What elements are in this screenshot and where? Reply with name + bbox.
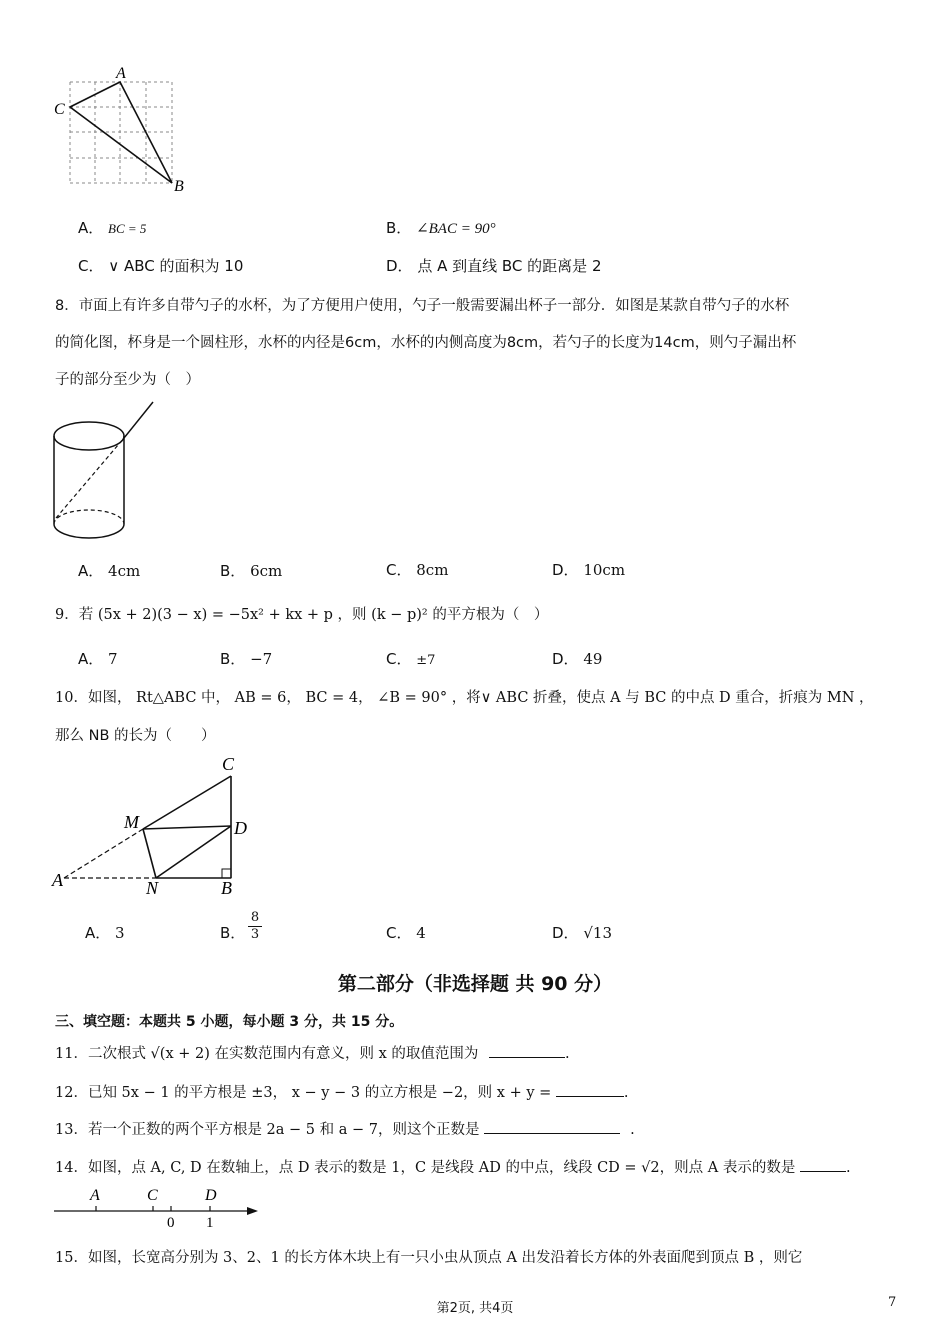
q9-option-c-text: ±7 xyxy=(416,653,436,668)
q7-label-c: C xyxy=(54,101,65,118)
q11-text: 11．二次根式 √(x + 2) 在实数范围内有意义，则 x 的取值范围为 xyxy=(55,1046,479,1062)
q13-text: 13．若一个正数的两个平方根是 2a − 5 和 a − 7，则这个正数是 xyxy=(55,1122,480,1138)
q12-text: 12．已知 5x − 1 的平方根是 ±3， x − y − 3 的立方根是 −2，则 x + y = xyxy=(55,1085,552,1101)
q7-option-c-letter: C． xyxy=(78,257,104,275)
q10-option-a-letter: A． xyxy=(85,924,111,942)
q10-label-b: B xyxy=(221,878,232,898)
q11-row: 11．二次根式 √(x + 2) 在实数范围内有意义，则 x 的取值范围为 . xyxy=(55,1042,570,1063)
q10-label-c: C xyxy=(222,754,235,774)
q8-option-b-text: 6cm xyxy=(250,562,283,580)
q10-option-c-letter: C． xyxy=(386,924,412,942)
q10-triangle-figure xyxy=(50,752,270,902)
q8-option-b xyxy=(220,560,282,581)
q7-option-b-letter: B． xyxy=(386,219,412,237)
q8-option-c-text: 8cm xyxy=(416,561,449,579)
q10-option-b-fraction xyxy=(248,910,262,943)
q12-answer-blank[interactable] xyxy=(556,1082,624,1097)
q8-option-d-text: 10cm xyxy=(583,561,626,579)
q10-option-b xyxy=(220,922,245,943)
q7-label-b: B xyxy=(174,178,184,195)
q10-option-b-numerator: 8 xyxy=(250,910,260,925)
q10-option-c xyxy=(386,922,426,943)
q7-option-d xyxy=(386,255,602,276)
q8-stem-line3: 子的部分至少为（ ） xyxy=(55,372,200,388)
q9-option-b-letter: B． xyxy=(220,650,246,668)
q10-stem-line1: 10．如图， Rt△ABC 中， AB = 6， BC = 4， ∠B = 90° ，将∨ ABC 折叠，使点 A 与 BC 的中点 D 重合，折痕为 MN ， xyxy=(55,690,874,706)
q10-option-d xyxy=(552,922,612,943)
q14-label-a: A xyxy=(90,1187,100,1204)
q10-label-n: N xyxy=(146,878,159,898)
q8-option-a xyxy=(78,560,140,581)
q8-option-a-text: 4cm xyxy=(108,562,141,580)
q7-option-c-text: ∨ ABC 的面积为 10 xyxy=(108,257,244,275)
q9-option-a xyxy=(78,648,118,669)
q9-stem: 9．若 (5x + 2)(3 − x) = −5x² + kx + p ，则 (k − p)² 的平方根为（ ） xyxy=(55,607,549,623)
q7-option-b-text: ∠BAC = 90° xyxy=(416,221,496,237)
q9-option-d-text: 49 xyxy=(583,650,603,668)
q10-label-a: A xyxy=(52,870,63,890)
q10-option-a xyxy=(85,922,125,943)
q10-option-b-letter: B． xyxy=(220,924,246,942)
part2-title: 第二部分（非选择题 共 90 分） xyxy=(337,973,613,995)
q14-label-one: 1 xyxy=(206,1215,214,1231)
q10-label-m: M xyxy=(124,812,139,832)
q13-answer-blank[interactable] xyxy=(484,1119,620,1134)
footer-page-number: 第2页, 共4页 xyxy=(436,1301,514,1316)
q7-label-a: A xyxy=(116,65,126,82)
q7-option-d-letter: D． xyxy=(386,257,413,275)
q8-option-c xyxy=(386,559,448,580)
q10-option-d-letter: D． xyxy=(552,924,579,942)
q14-label-c: C xyxy=(147,1187,158,1204)
q12-row: 12．已知 5x − 1 的平方根是 ±3， x − y − 3 的立方根是 −2，则 x + y = . xyxy=(55,1081,629,1102)
q10-option-b-denominator: 3 xyxy=(248,926,262,943)
q9-option-c xyxy=(386,648,435,669)
q7-option-a-letter: A． xyxy=(78,219,104,237)
q10-option-a-text: 3 xyxy=(115,924,125,942)
q10-label-d: D xyxy=(234,818,247,838)
q10-option-d-text: √13 xyxy=(583,924,612,942)
q15-text: 15．如图，长宽高分别为 3、2、1 的长方体木块上有一只小虫从顶点 A 出发沿着长方体的外表面爬到顶点 B ，则它 xyxy=(55,1250,803,1266)
q8-option-b-letter: B． xyxy=(220,562,246,580)
q9-option-d-letter: D． xyxy=(552,650,579,668)
q9-option-a-text: 7 xyxy=(108,650,118,668)
q8-stem-line1: 8．市面上有许多自带勺子的水杯，为了方便用户使用，勺子一般需要漏出杯子一部分．如图是某款自带勺子的水杯 xyxy=(55,298,790,314)
q7-option-c xyxy=(78,255,243,276)
q7-grid-figure xyxy=(50,60,200,200)
q9-option-a-letter: A． xyxy=(78,650,104,668)
q8-option-d-letter: D． xyxy=(552,561,579,579)
q9-option-c-letter: C． xyxy=(386,650,412,668)
q14-row: 14．如图，点 A, C, D 在数轴上，点 D 表示的数是 1，C 是线段 AD 的中点，线段 CD = √2，则点 A 表示的数是 . xyxy=(55,1156,851,1177)
q14-answer-blank[interactable] xyxy=(800,1157,846,1172)
q8-cup-figure xyxy=(50,398,170,548)
q8-stem-line2: 的简化图，杯身是一个圆柱形，水杯的内径是6cm，水杯的内侧高度为8cm，若勺子的长度为14cm，则勺子漏出杯 xyxy=(55,335,797,351)
q7-option-d-text: 点 A 到直线 BC 的距离是 2 xyxy=(417,257,602,275)
q13-row: 13．若一个正数的两个平方根是 2a − 5 和 a − 7，则这个正数是 . xyxy=(55,1118,635,1139)
q7-option-a-text: BC = 5 xyxy=(108,221,147,236)
footer-corner-number: 7 xyxy=(888,1295,897,1310)
q8-option-d xyxy=(552,559,625,580)
q7-option-a xyxy=(78,217,146,238)
q10-option-c-text: 4 xyxy=(416,924,426,942)
q8-option-a-letter: A． xyxy=(78,562,104,580)
q9-option-d xyxy=(552,648,602,669)
part2-section-header: 三、填空题：本题共 5 小题，每小题 3 分，共 15 分。 xyxy=(55,1014,404,1030)
q14-number-line xyxy=(50,1182,265,1232)
q8-option-c-letter: C． xyxy=(386,561,412,579)
q9-option-b-text: −7 xyxy=(250,650,273,668)
q10-stem-line2: 那么 NB 的长为（ ） xyxy=(55,728,216,744)
q7-option-b xyxy=(386,217,496,238)
q14-label-d: D xyxy=(205,1187,217,1204)
q9-option-b xyxy=(220,648,272,669)
q11-answer-blank[interactable] xyxy=(489,1043,565,1058)
q14-text: 14．如图，点 A, C, D 在数轴上，点 D 表示的数是 1，C 是线段 AD 的中点，线段 CD = √2，则点 A 表示的数是 xyxy=(55,1160,796,1176)
q14-label-zero: 0 xyxy=(167,1215,175,1231)
